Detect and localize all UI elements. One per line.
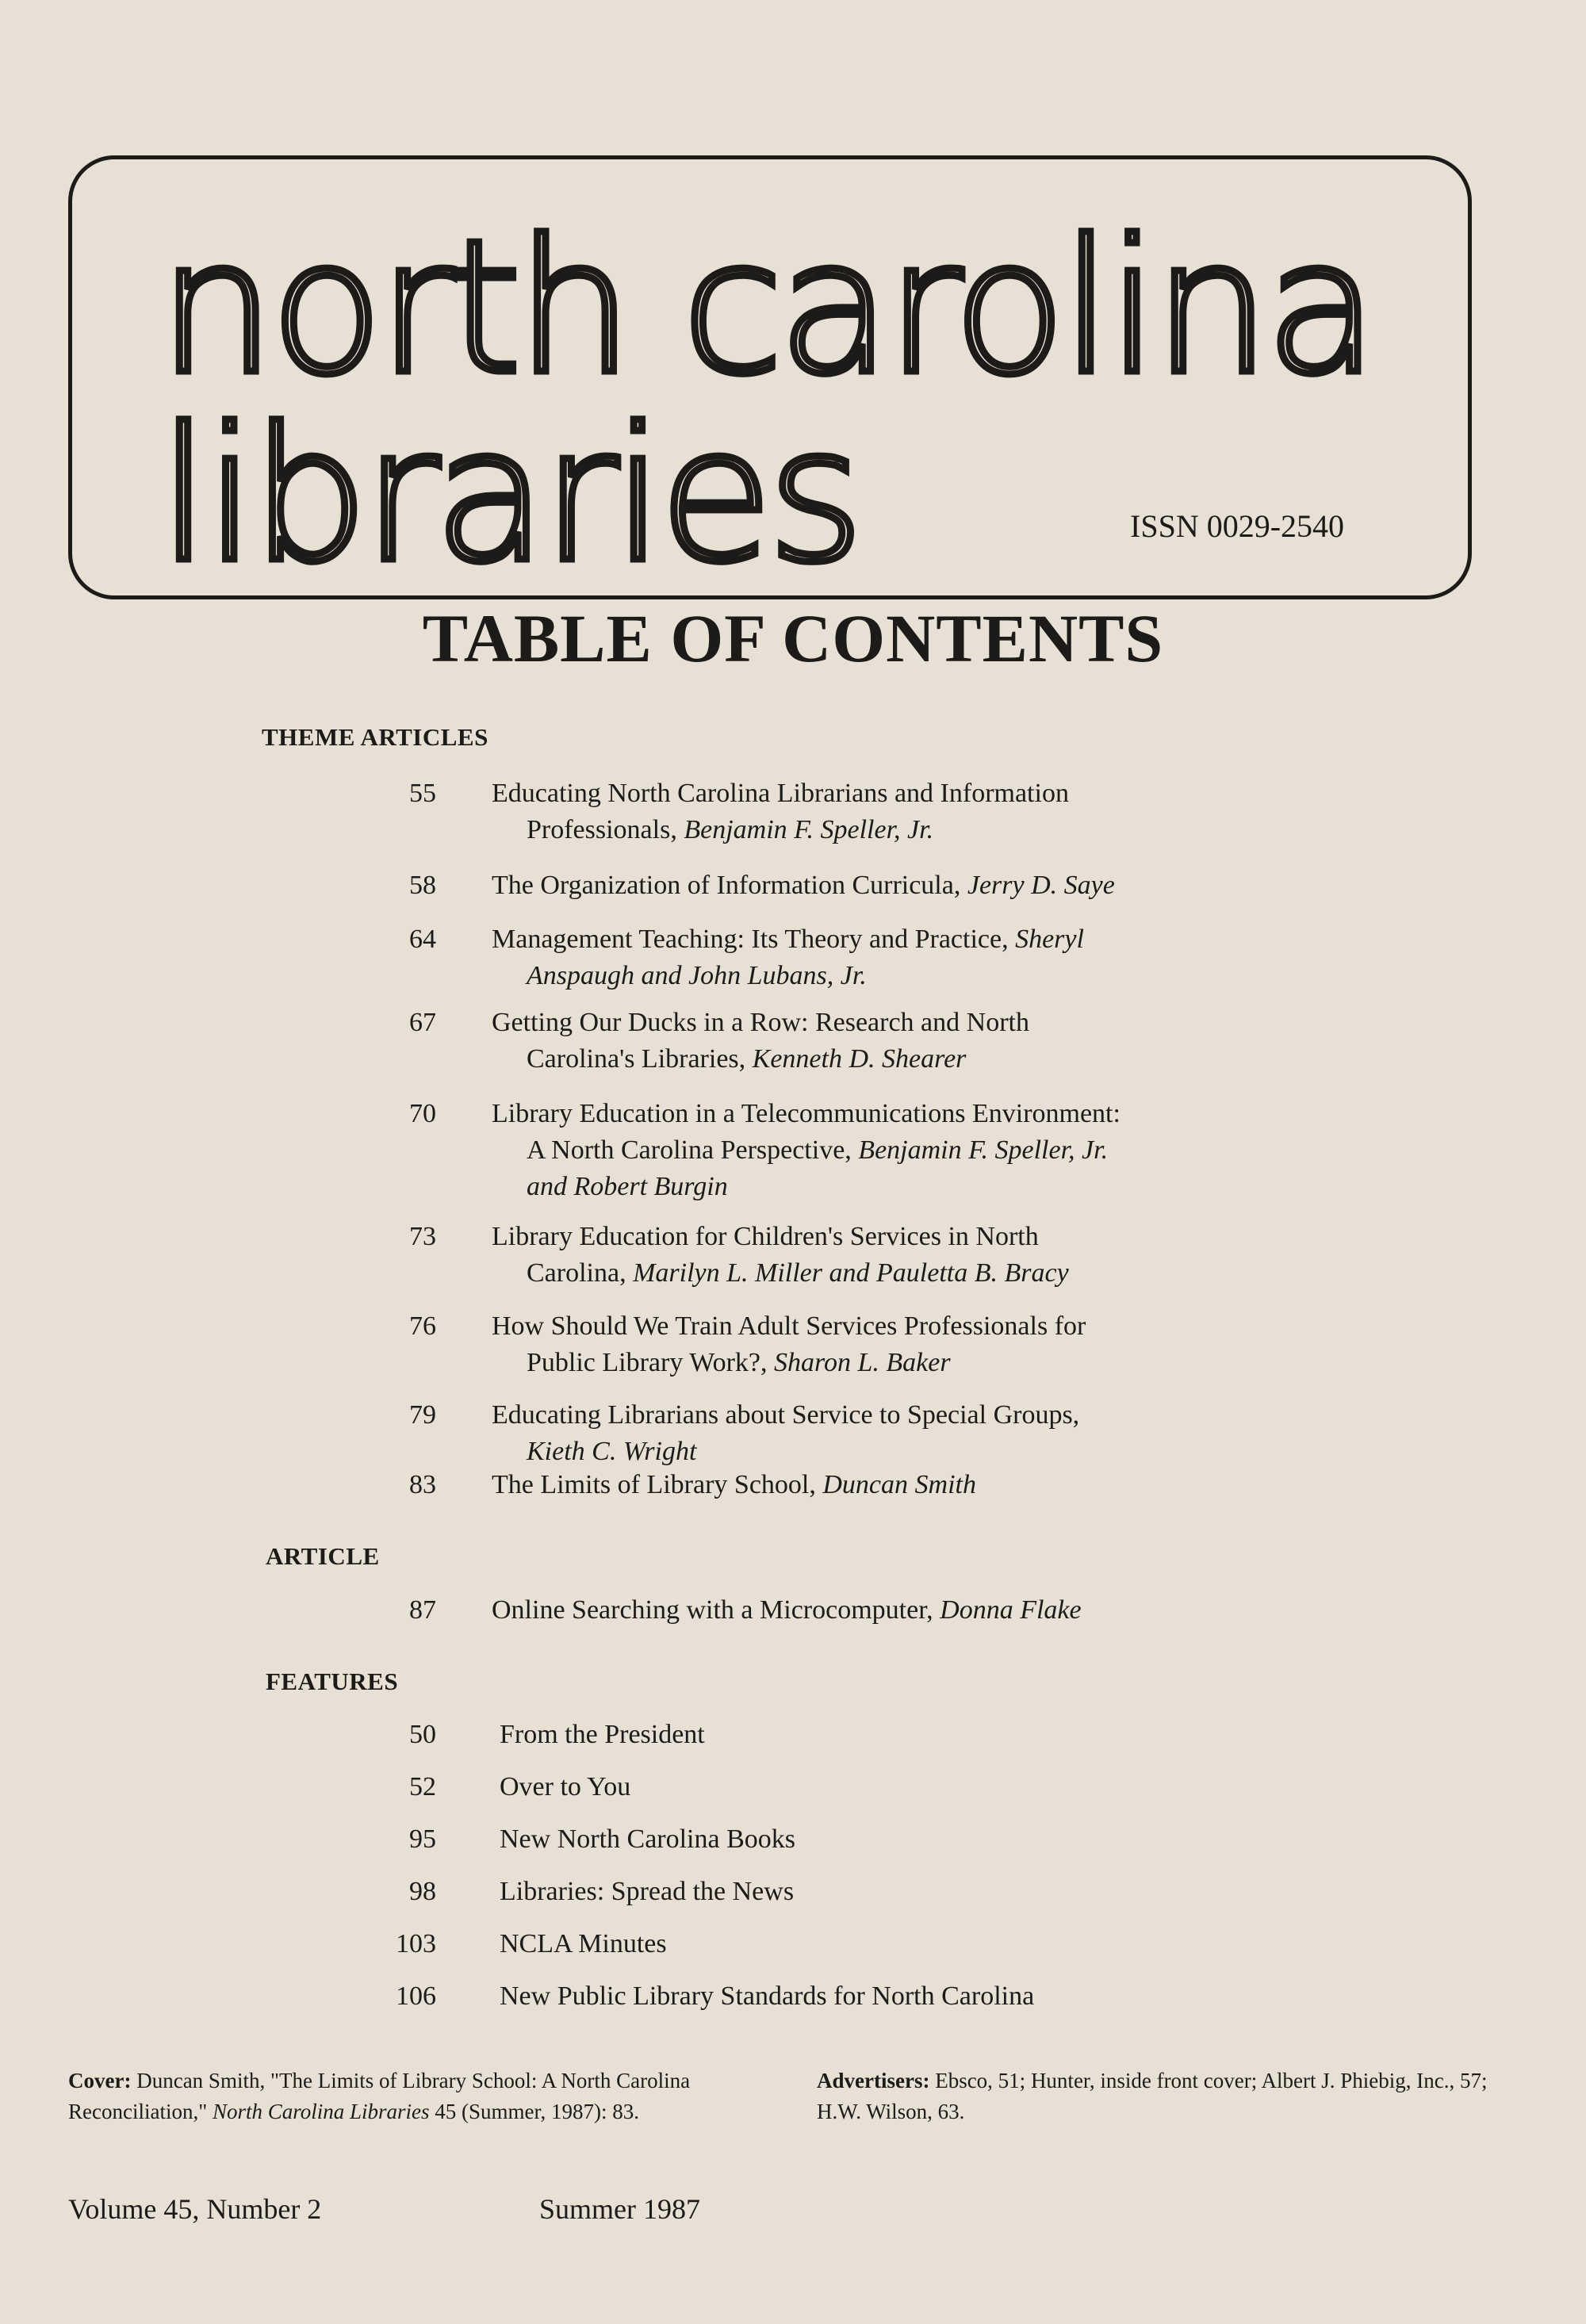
entry-author: Sharon L. Baker: [774, 1348, 951, 1377]
entry-title: Libraries: Spread the News: [500, 1877, 795, 1906]
cover-credit: [68, 2066, 766, 2127]
page-number: 64: [409, 925, 436, 954]
entry-title: The Limits of Library School,: [492, 1470, 816, 1499]
entry-author: Benjamin F. Speller, Jr.: [858, 1135, 1109, 1165]
entry-author: Kenneth D. Shearer: [752, 1044, 967, 1074]
theme-articles-heading: THEME ARTICLES: [262, 723, 488, 751]
cover-citation: 45 (Summer, 1987): 83.: [435, 2100, 639, 2123]
entry-title-cont: A North Carolina Perspective,: [527, 1135, 852, 1165]
entry-author-cont: and Robert Burgin: [527, 1172, 728, 1201]
volume-number: Volume 45, Number 2: [68, 2193, 322, 2225]
masthead-line2: libraries: [159, 389, 860, 603]
entry-author-cont: Anspaugh and John Lubans, Jr.: [527, 961, 867, 990]
entry-title-cont: Public Library Work?,: [527, 1348, 768, 1377]
entry-title-cont: Carolina's Libraries,: [527, 1044, 746, 1074]
entry-author: Benjamin F. Speller, Jr.: [684, 815, 934, 844]
entry-title-cont: Carolina,: [527, 1258, 626, 1288]
entry-author: Marilyn L. Miller and Pauletta B. Bracy: [633, 1258, 1069, 1288]
masthead-logo: [0, 0, 1586, 618]
page-number: 95: [409, 1824, 436, 1854]
page-number: 50: [409, 1720, 436, 1749]
entry-title: New North Carolina Books: [500, 1824, 796, 1854]
entry-title: How Should We Train Adult Services Professionals for: [492, 1311, 1086, 1341]
entry-title: Getting Our Ducks in a Row: Research and North: [492, 1008, 1029, 1037]
page-number: 73: [409, 1222, 436, 1251]
cover-text: Duncan Smith, "The Limits of Library School: A North Carolina Reconciliation,": [68, 2069, 691, 2123]
entry-author: Duncan Smith: [822, 1470, 976, 1499]
entry-title: New Public Library Standards for North Carolina: [500, 1981, 1035, 2011]
page-number: 55: [409, 779, 436, 808]
page-number: 83: [409, 1470, 436, 1499]
page-number: 76: [409, 1311, 436, 1341]
cover-journal: North Carolina Libraries: [212, 2100, 430, 2123]
cover-label: Cover:: [68, 2069, 132, 2092]
advertisers-label: Advertisers:: [817, 2069, 930, 2092]
toc-title: TABLE OF CONTENTS: [422, 600, 1164, 676]
page-number: 70: [409, 1099, 436, 1128]
entry-title: The Organization of Information Curricula,: [492, 871, 961, 900]
article-heading: ARTICLE: [266, 1542, 380, 1570]
entry-author: Donna Flake: [940, 1595, 1082, 1625]
page-number: 52: [409, 1772, 436, 1801]
page-number: 87: [409, 1595, 436, 1625]
entry-title: Over to You: [500, 1772, 631, 1801]
entry-title: NCLA Minutes: [500, 1929, 667, 1958]
advertisers: [817, 2066, 1515, 2127]
features-heading: FEATURES: [266, 1667, 399, 1695]
page-number: 67: [409, 1008, 436, 1037]
page-number: 103: [396, 1929, 436, 1958]
masthead-line1: north carolina: [159, 201, 1374, 415]
entry-title: Library Education in a Telecommunications Environment:: [492, 1099, 1121, 1128]
page-number: 98: [409, 1877, 436, 1906]
entry-author: Kieth C. Wright: [527, 1437, 697, 1466]
entry-title: Educating Librarians about Service to Special Groups,: [492, 1400, 1080, 1430]
entry-title: From the President: [500, 1720, 705, 1749]
entry-author: Sheryl: [1015, 925, 1084, 954]
issn: ISSN 0029-2540: [1130, 508, 1345, 544]
entry-title: Management Teaching: Its Theory and Practice,: [492, 925, 1009, 954]
issue-season: Summer 1987: [539, 2193, 700, 2225]
entry-title-cont: Professionals,: [527, 815, 677, 844]
entry-author: Jerry D. Saye: [967, 871, 1115, 900]
advertisers-text: Ebsco, 51; Hunter, inside front cover; Albert J. Phiebig, Inc., 57; H.W. Wilson, 63.: [817, 2069, 1488, 2123]
page-number: 58: [409, 871, 436, 900]
entry-title: Educating North Carolina Librarians and Information: [492, 779, 1069, 808]
page-number: 106: [396, 1981, 436, 2011]
entry-title: Library Education for Children's Services in North: [492, 1222, 1039, 1251]
entry-title: Online Searching with a Microcomputer,: [492, 1595, 933, 1625]
page-number: 79: [409, 1400, 436, 1430]
